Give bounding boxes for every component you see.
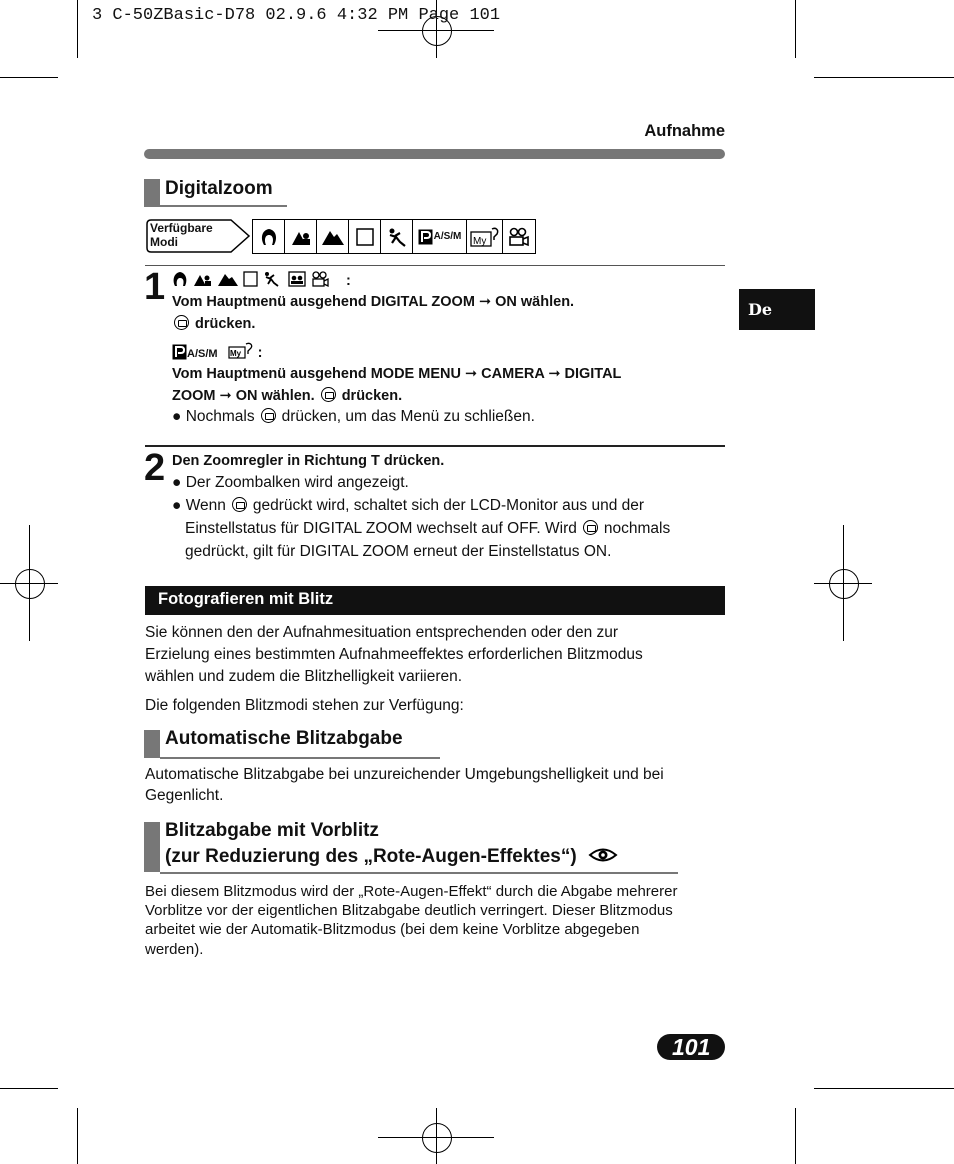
sports-icon	[381, 220, 413, 253]
heading-auto-flash: Automatische Blitzabgabe	[165, 728, 403, 749]
section-rule	[144, 149, 725, 159]
available-modes-label	[145, 218, 251, 259]
heading-marker	[144, 730, 160, 758]
step1-asm-line	[172, 342, 262, 364]
step2-bullet2-line1	[172, 495, 644, 517]
language-tab-label: De	[748, 300, 773, 319]
heading-underline	[160, 872, 678, 874]
mode-icons-scene	[252, 219, 536, 254]
step1-bullet1-end: drücken, um das Menü zu schließen.	[281, 408, 535, 425]
landscape-portrait-icon	[285, 220, 317, 253]
heading-digitalzoom: Digitalzoom	[165, 178, 273, 199]
night-scene-icon	[349, 220, 381, 253]
display-button-icon	[583, 520, 598, 535]
step2-bullet2-line3: gedrückt, gilt für DIGITAL ZOOM erneut der Einstellstatus ON.	[185, 543, 612, 560]
step2-bullet2-c: Einstellstatus für DIGITAL ZOOM wechselt auf OFF. Wird	[185, 520, 577, 537]
step1-line1	[172, 292, 574, 312]
step2-bullet2-line2	[185, 518, 670, 540]
heading-underline	[160, 205, 287, 207]
ok-button-icon	[174, 315, 189, 330]
step2-rule	[145, 445, 725, 447]
heading-vorblitz-line1: Blitzabgabe mit Vorblitz	[165, 820, 379, 841]
step1-line3-mid: CAMERA	[481, 366, 545, 382]
step2-bullet1-text: Der Zoombalken wird angezeigt.	[185, 474, 409, 491]
heading-vorblitz-line2	[165, 846, 618, 868]
step2-bullet2-d: nochmals	[603, 520, 671, 537]
heading-vorblitz-line2-text: (zur Reduzierung des „Rote-Augen-Effektes“)	[165, 846, 577, 867]
print-header: 3 C-50ZBasic-D78 02.9.6 4:32 PM Page 101	[92, 6, 501, 25]
step1-line1-text: Vom Hauptmenü ausgehend DIGITAL ZOOM	[172, 294, 475, 310]
heading-marker	[144, 822, 160, 872]
vorblitz-text1: Bei diesem Blitzmodus wird der „Rote-Augen-Effekt“ durch die Abgabe mehrerer	[145, 883, 678, 900]
my-mode-icon	[467, 220, 503, 253]
blitz-banner	[145, 586, 725, 615]
program-asm-icon	[413, 220, 467, 253]
step1-rule	[145, 265, 725, 266]
blitz-intro2: Erzielung eines bestimmten Aufnahmeeffektes erforderlichen Blitzmodus	[145, 646, 643, 663]
step1-line4	[172, 386, 402, 406]
arrow-right-icon: ➞	[464, 366, 478, 382]
step1-line4-mid: ON wählen.	[235, 388, 315, 404]
step2-bullet1	[172, 472, 409, 494]
ok-button-icon	[321, 387, 336, 402]
step1-line4-start: ZOOM	[172, 388, 216, 404]
step1-modes-line	[172, 270, 351, 289]
step1-line1-end: ON wählen.	[495, 294, 575, 310]
heading-marker	[144, 179, 160, 207]
bullet-icon: ●	[172, 497, 182, 514]
language-tab	[739, 289, 815, 330]
arrow-right-icon: ➞	[548, 366, 561, 382]
vorblitz-text2: Vorblitze vor der eigentlichen Blitzabgabe deutlich verringert. Dieser Blitzmodus	[145, 902, 673, 919]
ok-button-icon	[261, 408, 276, 423]
step1-number: 1	[144, 266, 166, 308]
display-button-icon	[232, 497, 247, 512]
step2-line1: Den Zoomregler in Richtung T drücken.	[172, 453, 445, 469]
step1-colon2: :	[257, 345, 263, 361]
landscape-icon	[317, 220, 349, 253]
step1-line3	[172, 364, 621, 384]
step2-bullet2-b: gedrückt wird, schaltet sich der LCD-Monitor aus und der	[252, 497, 645, 514]
my-mode-icon-small	[228, 342, 254, 360]
step2-bullet2-a: Wenn	[185, 497, 226, 514]
step1-asm-label: A/S/M	[187, 348, 218, 360]
available-label-line2: Modi	[150, 235, 178, 249]
asm-label: A/S/M	[433, 231, 462, 242]
page-number: 101	[672, 1034, 711, 1060]
vorblitz-text3: arbeitet wie der Automatik-Blitzmodus (bei dem keine Vorblitze abgegeben	[145, 921, 640, 938]
auto-text2: Gegenlicht.	[145, 787, 224, 804]
arrow-right-icon: ➞	[478, 294, 492, 310]
auto-text1: Automatische Blitzabgabe bei unzureichender Umgebungshelligkeit und bei	[145, 766, 664, 783]
available-label-line1: Verfügbare	[150, 221, 213, 235]
red-eye-icon	[588, 846, 618, 864]
step1-bullet1-start: Nochmals	[185, 408, 255, 425]
vorblitz-text4: werden).	[145, 941, 204, 958]
step1-line3-end: DIGITAL	[564, 366, 622, 382]
portrait-icon	[253, 220, 285, 253]
arrow-right-icon: ➞	[219, 388, 232, 404]
section-label: Aufnahme	[644, 122, 725, 140]
step1-bullet1	[172, 406, 535, 428]
heading-underline	[160, 757, 440, 759]
blitz-banner-title: Fotografieren mit Blitz	[158, 590, 334, 608]
svg-text:My: My	[229, 349, 241, 358]
blitz-intro4: Die folgenden Blitzmodi stehen zur Verfügung:	[145, 697, 464, 714]
step1-line4-end: drücken.	[341, 388, 403, 404]
bullet-icon: ●	[172, 474, 182, 491]
movie-icon	[503, 220, 535, 253]
step1-line2	[172, 314, 255, 334]
step1-colon: :	[346, 273, 351, 289]
bullet-icon: ●	[172, 408, 182, 425]
blitz-intro3: wählen und zudem die Blitzhelligkeit variieren.	[145, 668, 463, 685]
page-number-badge	[657, 1034, 725, 1060]
blitz-intro1: Sie können den der Aufnahmesituation entsprechenden oder den zur	[145, 624, 619, 641]
step2-number: 2	[144, 447, 166, 489]
svg-text:My: My	[472, 235, 486, 247]
step1-line3-text: Vom Hauptmenü ausgehend MODE MENU	[172, 366, 461, 382]
step1-line2-text: drücken.	[195, 316, 256, 332]
